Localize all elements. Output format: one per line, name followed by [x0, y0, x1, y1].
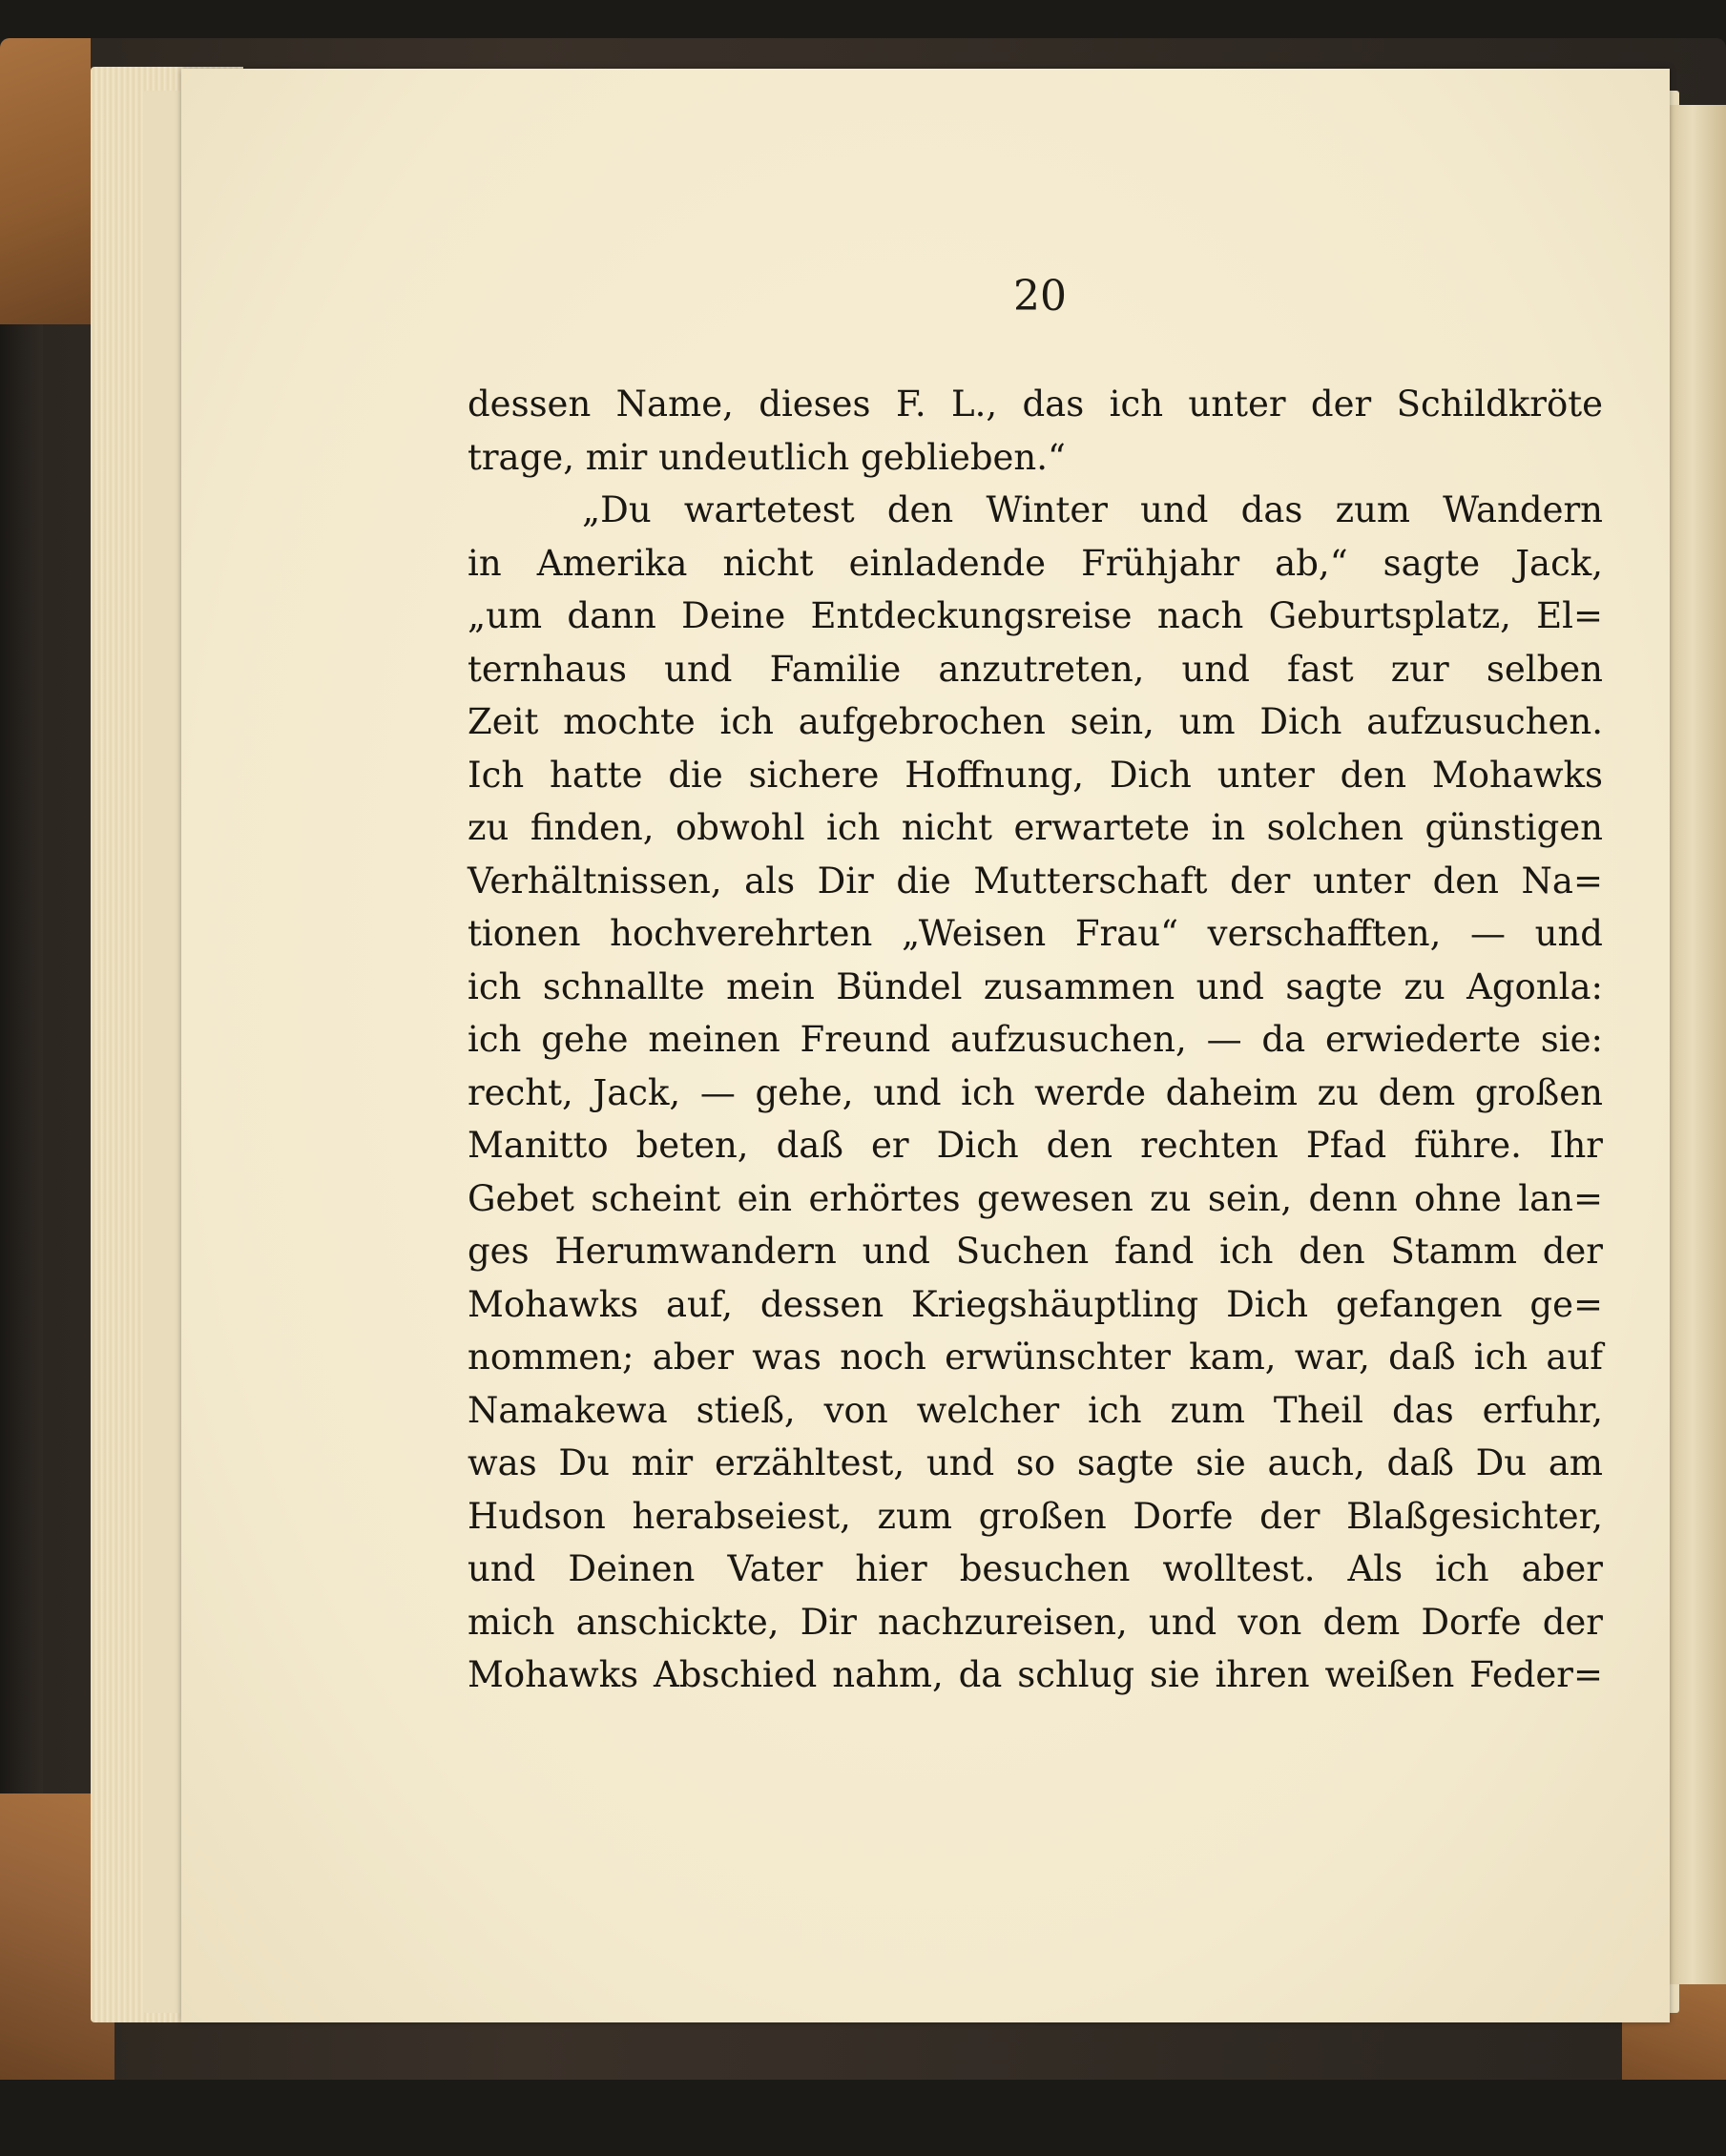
text-line: und Deinen Vater hier besuchen wolltest. Als ich aber	[468, 1548, 1603, 1589]
text-line: Mohawks auf, dessen Kriegshäuptling Dich gefangen ge=	[468, 1283, 1603, 1325]
text-line: Gebet scheint ein erhörtes gewesen zu sein, denn ohne lan=	[468, 1177, 1603, 1219]
text-line: trage, mir undeutlich geblieben.“	[468, 436, 1066, 478]
text-line: in Amerika nicht einladende Frühjahr ab,“ sagte Jack,	[468, 542, 1603, 584]
text-line: tionen hochverehrten „Weisen Frau“ verschafften, — und	[468, 913, 1603, 954]
page-text	[468, 378, 1603, 1702]
facing-page-edge	[1670, 105, 1726, 1984]
text-line: Namakewa stieß, von welcher ich zum Theil das erfuhr,	[468, 1389, 1603, 1431]
text-line: ges Herumwandern und Suchen fand ich den Stamm der	[468, 1231, 1603, 1272]
text-line: dessen Name, dieses F. L., das ich unter der Schildkröte	[468, 384, 1603, 425]
text-line: Verhältnissen, als Dir die Mutterschaft der unter den Na=	[468, 860, 1603, 902]
page-number: 20	[1013, 272, 1067, 321]
text-line: ternhaus und Familie anzutreten, und fast zur selben	[468, 648, 1603, 690]
text-line: recht, Jack, — gehe, und ich werde daheim zu dem großen	[468, 1071, 1603, 1113]
text-line: „Du wartetest den Winter und das zum Wandern	[582, 489, 1603, 530]
book-spine	[0, 324, 43, 1793]
text-line: Hudson herabseiest, zum großen Dorfe der Blaßgesichter,	[468, 1495, 1603, 1537]
text-line: nommen; aber was noch erwünschter kam, war, daß ich auf	[468, 1337, 1603, 1378]
text-line: was Du mir erzähltest, und so sagte sie auch, daß Du am	[468, 1442, 1603, 1483]
text-line: zu finden, obwohl ich nicht erwartete in solchen günstigen	[468, 807, 1603, 848]
text-line: mich anschickte, Dir nachzureisen, und von dem Dorfe der	[468, 1601, 1603, 1643]
text-line: Manitto beten, daß er Dich den rechten Pfad führe. Ihr	[468, 1125, 1603, 1166]
text-line: ich gehe meinen Freund aufzusuchen, — da erwiederte sie:	[468, 1019, 1603, 1060]
text-line: Ich hatte die sichere Hoffnung, Dich unter den Mohawks	[468, 754, 1603, 796]
text-line: ich schnallte mein Bündel zusammen und sagte zu Agonla:	[468, 965, 1603, 1007]
text-line: Mohawks Abschied nahm, da schlug sie ihren weißen Feder=	[468, 1654, 1603, 1695]
text-line: Zeit mochte ich aufgebrochen sein, um Dich aufzusuchen.	[468, 701, 1603, 742]
text-line: „um dann Deine Entdeckungsreise nach Geburtsplatz, El=	[468, 595, 1603, 636]
